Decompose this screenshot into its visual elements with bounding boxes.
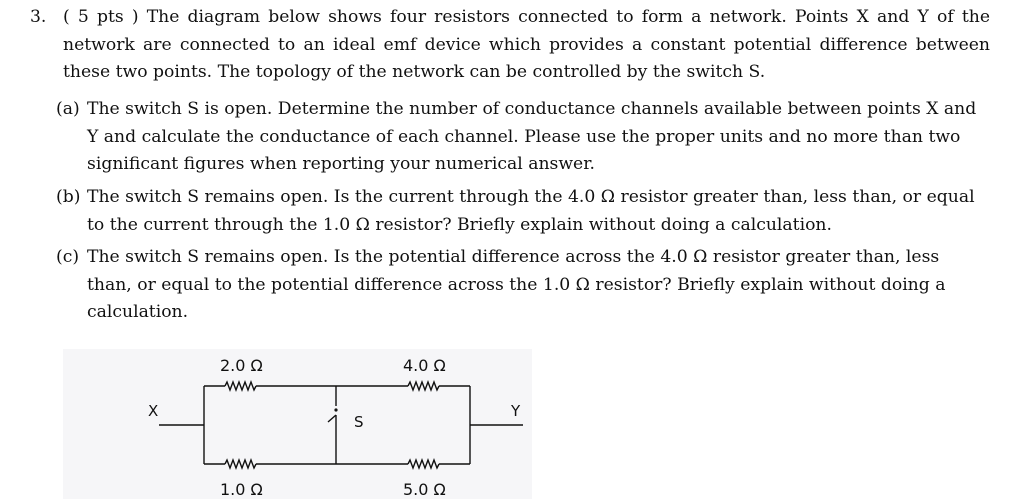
label-s: S [354,413,364,431]
label-4ohm: 4.0 Ω [403,356,446,375]
circuit-diagram [63,349,532,499]
part-b [56,184,986,239]
resistor-2ohm [225,382,256,390]
label-2ohm: 2.0 Ω [220,356,263,375]
part-b-label: (b) [56,187,81,207]
part-a-text: The switch S is open. Determine the number of conductance channels available between points X and Y and calculate the conductance of each channel. Please use the proper units and no more than two significant figures when reporting your numerical answer. [87,99,977,174]
question-number: 3. [30,7,47,27]
part-a [56,96,986,179]
part-a-label: (a) [56,99,80,119]
part-c-text: The switch S remains open. Is the potential difference across the 4.0 Ω resistor greater than, less than, or equal to the potential difference across the 1.0 Ω resistor? Briefly explain without doing a calculation. [87,247,946,322]
part-b-text: The switch S remains open. Is the current through the 4.0 Ω resistor greater than, less than, or equal to the current through the 1.0 Ω resistor? Briefly explain without doing a calculation. [87,187,975,235]
circuit-svg [63,349,532,499]
switch-blade [328,415,336,422]
part-c-label: (c) [56,247,80,267]
resistor-5ohm [408,460,439,468]
label-1ohm: 1.0 Ω [220,480,263,499]
part-c [56,244,986,327]
label-5ohm: 5.0 Ω [403,480,446,499]
switch-contact [334,408,337,411]
label-y: Y [511,402,521,420]
question-text: ( 5 pts ) The diagram below shows four resistors connected to form a network. Points X and Y of the network are connected to an ideal emf device which provides a constant potential difference between these two points. The topology of the network can be controlled by the switch S. [63,7,990,82]
question-block [30,4,990,87]
resistor-1ohm [225,460,256,468]
label-x: X [148,402,159,420]
resistor-4ohm [408,382,439,390]
